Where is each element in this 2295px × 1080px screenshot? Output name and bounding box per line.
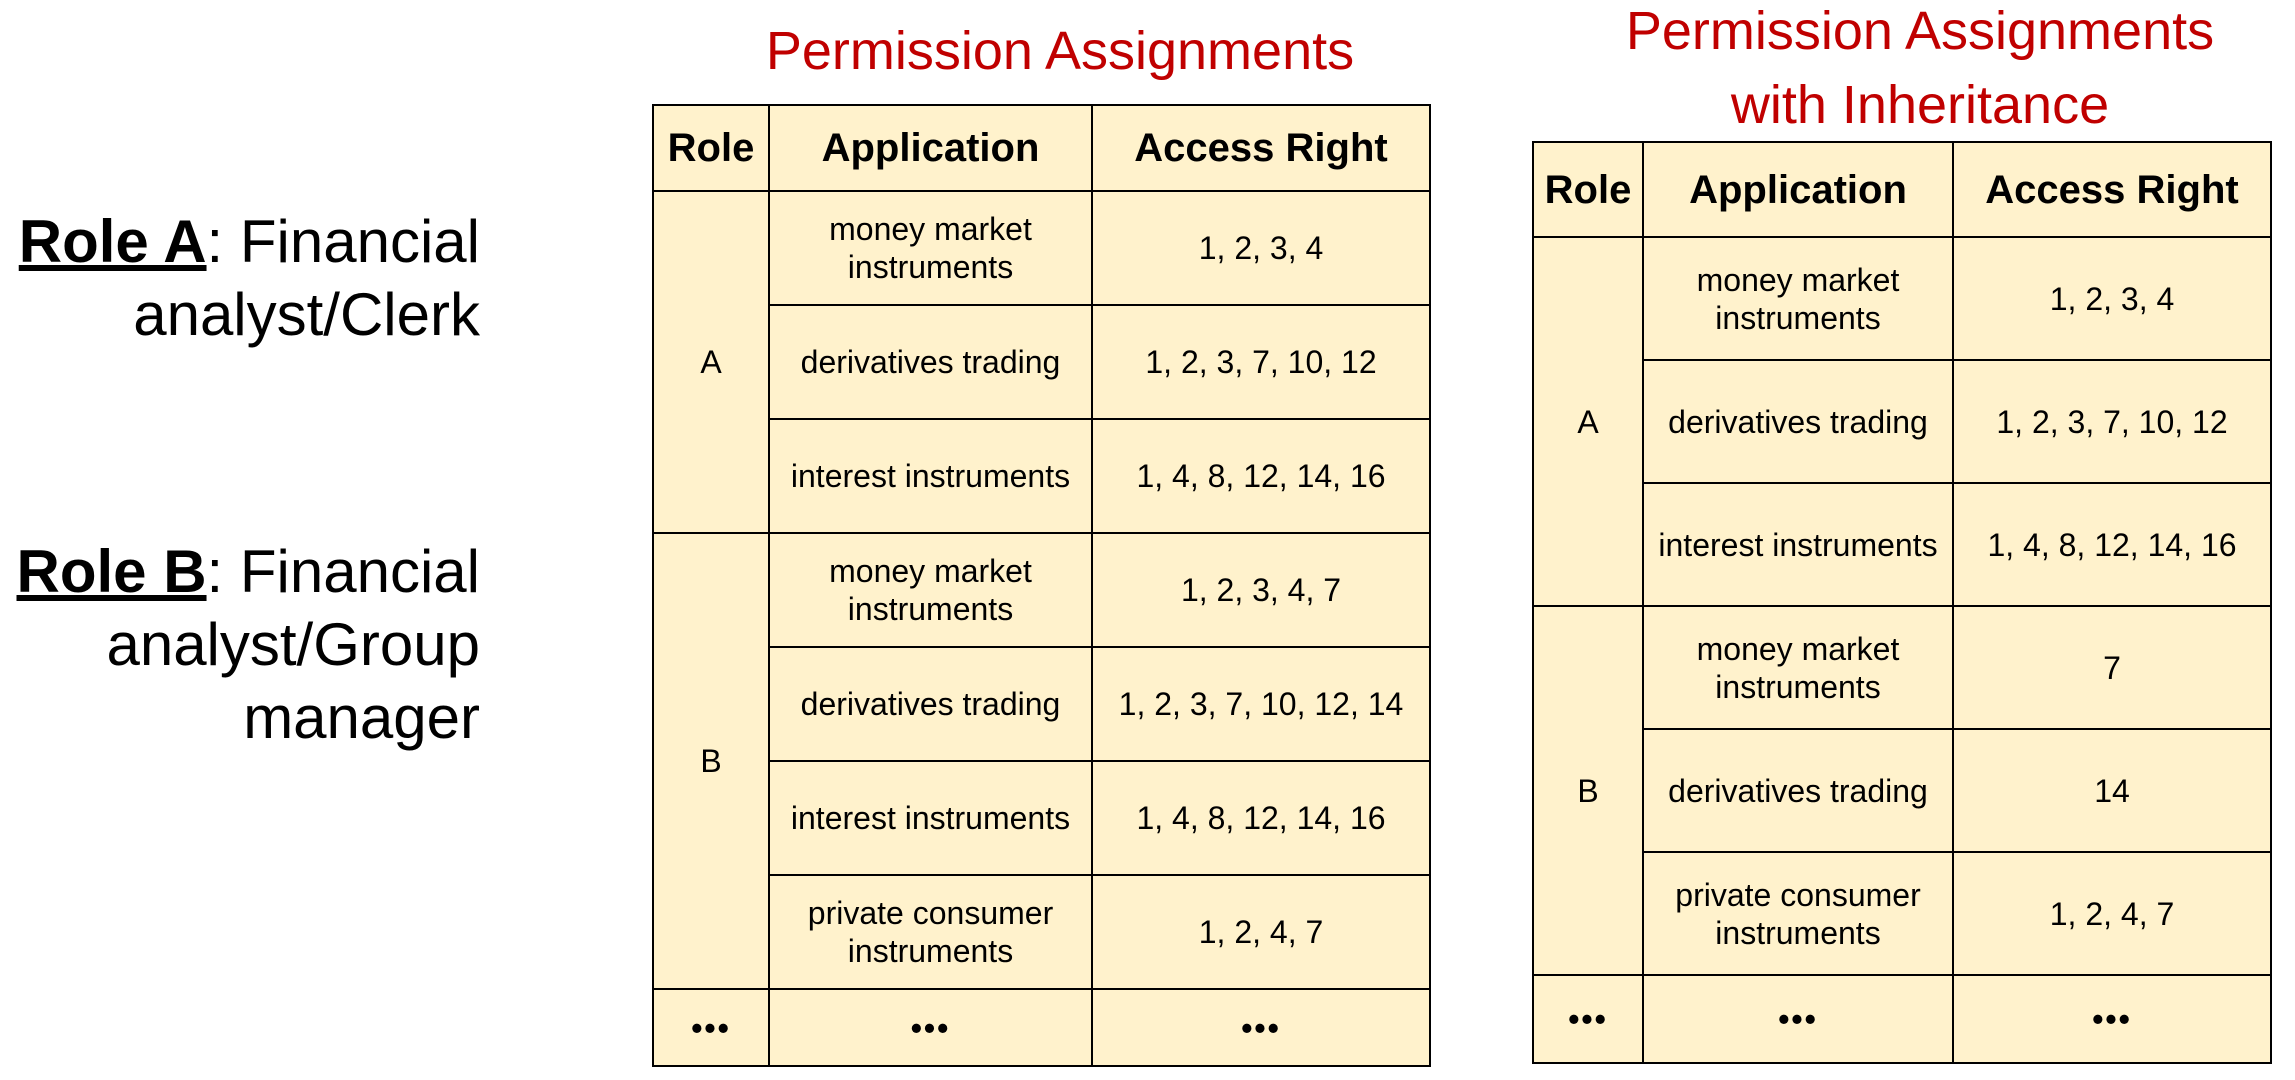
header-access-right: Access Right [1092,105,1430,191]
application-cell: money market instruments [1643,237,1953,360]
header-row [653,105,1430,191]
header-role: Role [653,105,769,191]
table-row [653,305,1430,419]
application-cell: private consumer instruments [769,875,1092,989]
access-right-cell: 1, 4, 8, 12, 14, 16 [1953,483,2271,606]
application-cell: interest instruments [1643,483,1953,606]
role-cell: B [1533,606,1643,975]
role-cell: A [653,191,769,533]
application-cell: interest instruments [769,761,1092,875]
ellipsis-cell: ••• [653,989,769,1066]
access-right-cell: 7 [1953,606,2271,729]
access-right-cell: 1, 4, 8, 12, 14, 16 [1092,761,1430,875]
ellipsis-cell: ••• [1643,975,1953,1063]
table-row [653,647,1430,761]
ellipsis-row [1533,975,2271,1063]
access-right-cell: 1, 2, 4, 7 [1092,875,1430,989]
table1-title: Permission Assignments [765,21,1355,81]
access-right-cell: 1, 2, 3, 4 [1953,237,2271,360]
access-right-cell: 1, 2, 4, 7 [1953,852,2271,975]
permission-assignments-inheritance-table [1532,141,2272,1064]
application-cell: derivatives trading [1643,360,1953,483]
table-row [1533,606,2271,729]
application-cell: derivatives trading [769,647,1092,761]
table-row [1533,237,2271,360]
table-row [1533,483,2271,606]
application-cell: money market instruments [1643,606,1953,729]
application-cell: interest instruments [769,419,1092,533]
role-b-desc-line3: manager [243,684,480,751]
ellipsis-cell: ••• [1533,975,1643,1063]
header-role: Role [1533,142,1643,237]
access-right-cell: 1, 2, 3, 7, 10, 12 [1092,305,1430,419]
table-row [653,191,1430,305]
header-application: Application [769,105,1092,191]
role-a-desc-line1: : Financial [206,208,480,275]
table-row [653,419,1430,533]
access-right-cell: 1, 2, 3, 4, 7 [1092,533,1430,647]
header-access-right: Access Right [1953,142,2271,237]
table-row [653,761,1430,875]
application-cell: derivatives trading [1643,729,1953,852]
role-b-desc-line1: : Financial [206,538,480,605]
permission-assignments-table [652,104,1431,1067]
role-b-desc-line2: analyst/Group [106,611,480,678]
table2-title-line2: with Inheritance [1730,75,2110,135]
ellipsis-cell: ••• [1092,989,1430,1066]
table-row [1533,729,2271,852]
application-cell: private consumer instruments [1643,852,1953,975]
table2-title-line1: Permission Assignments [1625,1,2215,61]
header-application: Application [1643,142,1953,237]
application-cell: money market instruments [769,533,1092,647]
role-b-description [17,535,481,754]
access-right-cell: 1, 4, 8, 12, 14, 16 [1092,419,1430,533]
table-row [653,533,1430,647]
table-row [653,875,1430,989]
role-cell: A [1533,237,1643,606]
ellipsis-cell: ••• [769,989,1092,1066]
header-row [1533,142,2271,237]
role-cell: B [653,533,769,989]
access-right-cell: 14 [1953,729,2271,852]
access-right-cell: 1, 2, 3, 7, 10, 12, 14 [1092,647,1430,761]
role-a-description [19,205,480,351]
role-b-name: Role B [16,538,207,605]
ellipsis-cell: ••• [1953,975,2271,1063]
table2-title [1540,0,2295,142]
role-a-name: Role A [18,208,207,275]
application-cell: money market instruments [769,191,1092,305]
role-a-desc-line2: analyst/Clerk [133,281,480,348]
table-row [1533,360,2271,483]
access-right-cell: 1, 2, 3, 7, 10, 12 [1953,360,2271,483]
application-cell: derivatives trading [769,305,1092,419]
table-row [1533,852,2271,975]
ellipsis-row [653,989,1430,1066]
access-right-cell: 1, 2, 3, 4 [1092,191,1430,305]
